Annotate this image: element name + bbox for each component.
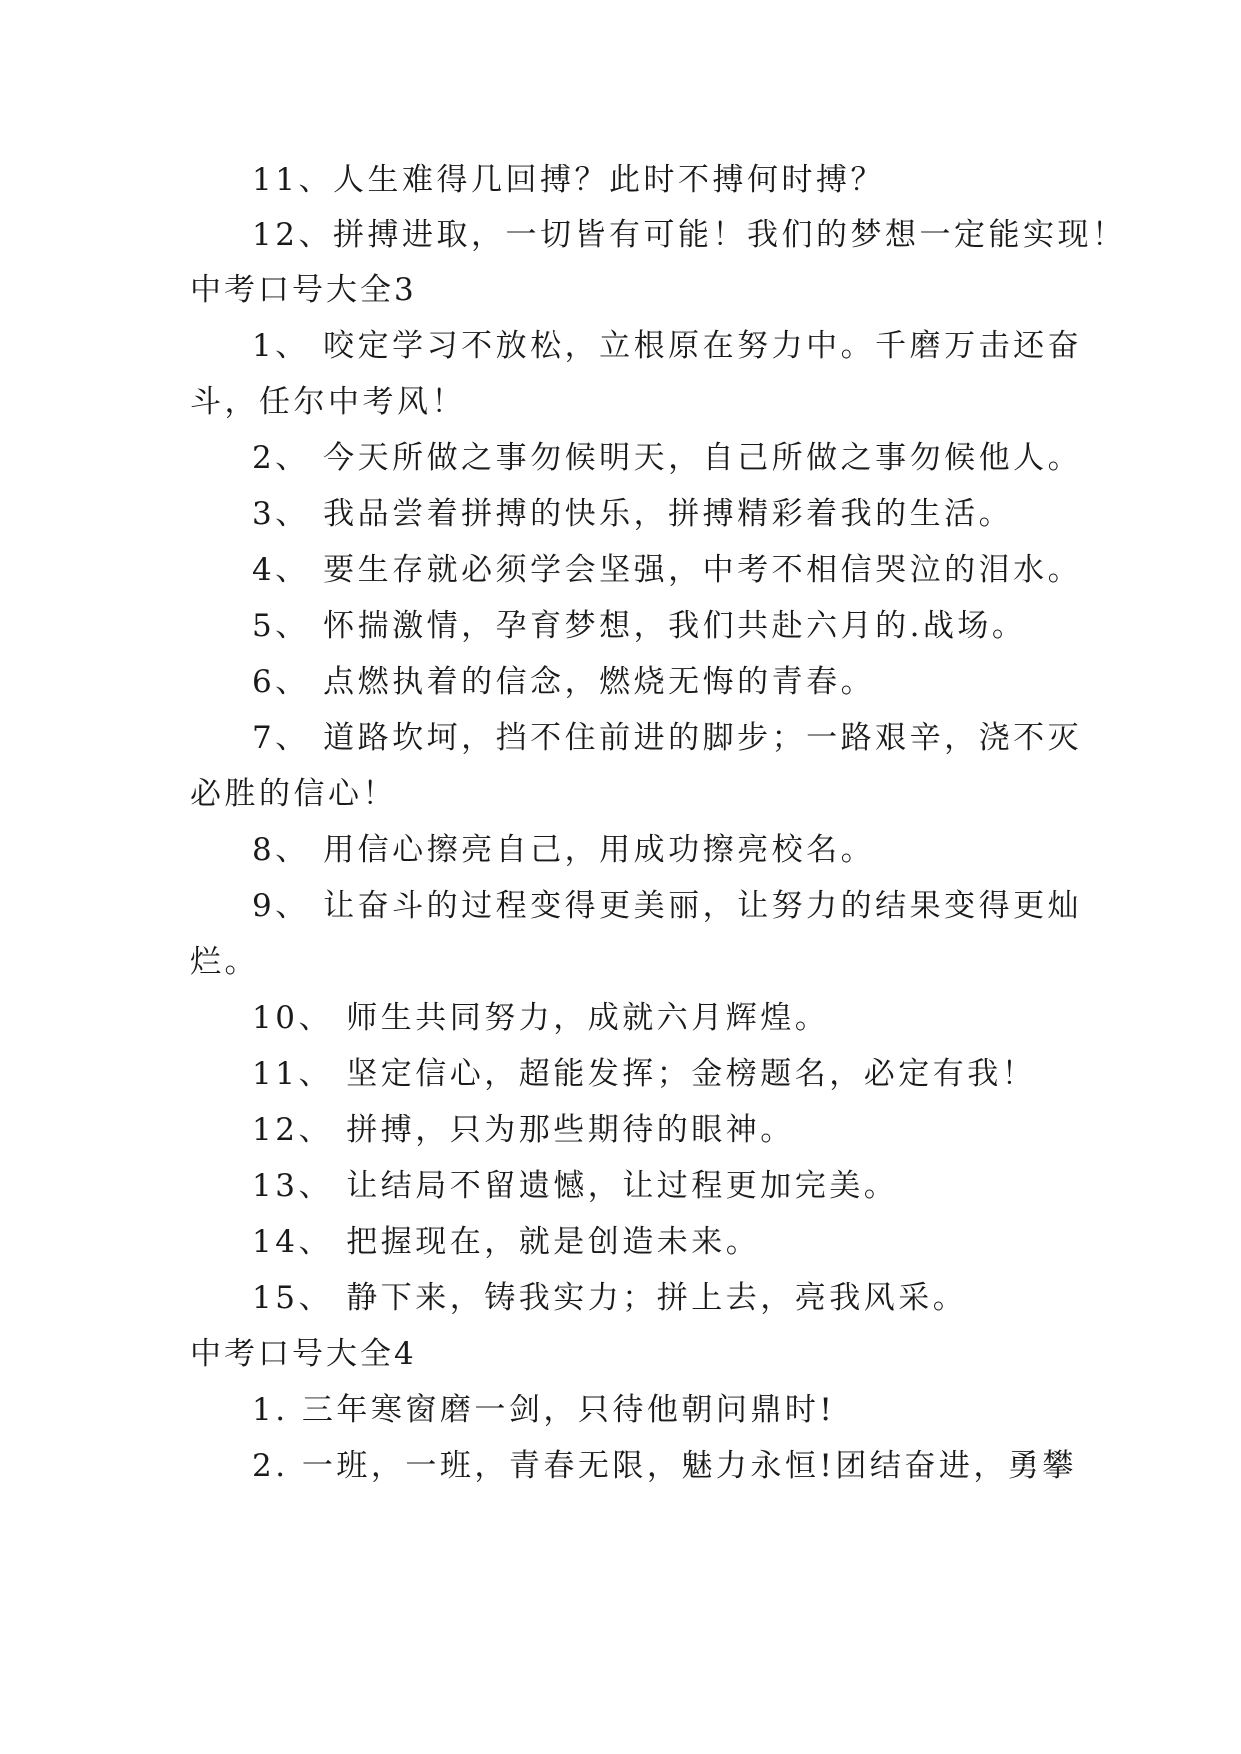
text-line: 2. 一班，一班，青春无限，魅力永恒!团结奋进，勇攀 (252, 1448, 1077, 1484)
text-line: 2、 今天所做之事勿候明天，自己所做之事勿候他人。 (252, 440, 1083, 476)
text-line: 6、 点燃执着的信念，燃烧无悔的青春。 (252, 664, 876, 700)
text-line: 11、人生难得几回搏？此时不搏何时搏？ (252, 162, 885, 198)
text-line: 3、 我品尝着拼搏的快乐，拼搏精彩着我的生活。 (252, 496, 1014, 532)
text-line: 必胜的信心！ (190, 776, 397, 812)
text-line: 13、 让结局不留遗憾，让过程更加完美。 (252, 1168, 899, 1204)
text-line: 15、 静下来，铸我实力；拼上去，亮我风采。 (252, 1280, 968, 1316)
section-heading: 中考口号大全3 (190, 272, 417, 308)
text-line: 1、 咬定学习不放松，立根原在努力中。千磨万击还奋 (252, 328, 1083, 364)
text-line: 4、 要生存就必须学会坚强，中考不相信哭泣的泪水。 (252, 552, 1083, 588)
text-line: 11、 坚定信心，超能发挥；金榜题名，必定有我！ (252, 1056, 1037, 1092)
text-line: 10、 师生共同努力，成就六月辉煌。 (252, 1000, 830, 1036)
text-line: 14、 把握现在，就是创造未来。 (252, 1224, 761, 1260)
text-line: 斗，任尔中考风！ (190, 384, 466, 420)
text-line: 9、 让奋斗的过程变得更美丽，让努力的结果变得更灿 (252, 888, 1083, 924)
text-line: 1. 三年寒窗磨一剑，只待他朝问鼎时! (252, 1392, 836, 1428)
text-line: 烂。 (190, 944, 259, 980)
text-line: 7、 道路坎坷，挡不住前进的脚步；一路艰辛，浇不灭 (252, 720, 1083, 756)
text-line: 8、 用信心擦亮自己，用成功擦亮校名。 (252, 832, 876, 868)
text-line: 12、拼搏进取，一切皆有可能！我们的梦想一定能实现！ (252, 217, 1127, 253)
section-heading: 中考口号大全4 (190, 1336, 417, 1372)
text-line: 12、 拼搏，只为那些期待的眼神。 (252, 1112, 795, 1148)
text-line: 5、 怀揣激情，孕育梦想，我们共赴六月的.战场。 (252, 608, 1027, 644)
